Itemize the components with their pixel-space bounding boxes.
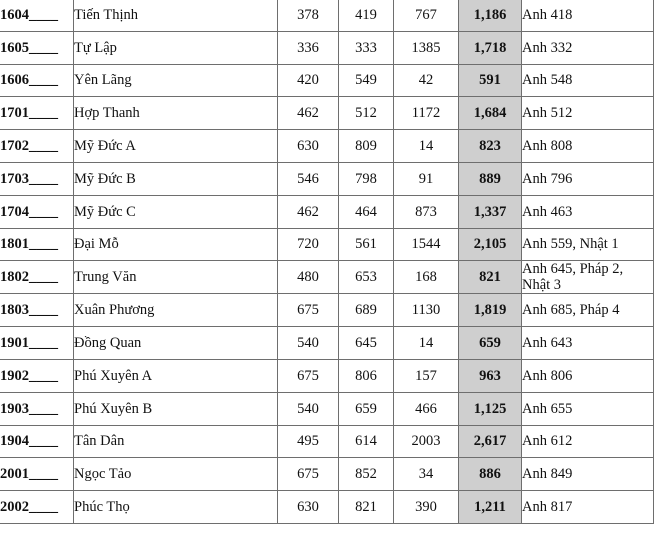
school-name-cell: Phú Xuyên B xyxy=(74,392,278,425)
language-note-cell: Anh 332 xyxy=(522,31,654,64)
table-row xyxy=(0,491,654,524)
value-b-cell: 689 xyxy=(339,294,394,327)
school-code-cell: 1904____ xyxy=(0,425,74,458)
table-row xyxy=(0,31,654,64)
school-code-cell: 1606____ xyxy=(0,64,74,97)
value-c-cell: 91 xyxy=(394,162,459,195)
school-name-cell: Xuân Phương xyxy=(74,294,278,327)
school-code-cell: 1802____ xyxy=(0,261,74,294)
table-row xyxy=(0,392,654,425)
school-name-cell: Hợp Thanh xyxy=(74,97,278,130)
value-b-cell: 645 xyxy=(339,327,394,360)
school-name-cell: Phúc Thọ xyxy=(74,491,278,524)
total-cell: 886 xyxy=(459,458,522,491)
value-b-cell: 464 xyxy=(339,195,394,228)
language-note-cell: Anh 512 xyxy=(522,97,654,130)
value-c-cell: 873 xyxy=(394,195,459,228)
school-code-cell: 1703____ xyxy=(0,162,74,195)
table-row xyxy=(0,458,654,491)
table-row xyxy=(0,261,654,294)
value-c-cell: 2003 xyxy=(394,425,459,458)
value-c-cell: 14 xyxy=(394,327,459,360)
total-cell: 1,186 xyxy=(459,0,522,31)
language-note-cell: Anh 796 xyxy=(522,162,654,195)
school-code-cell: 1604____ xyxy=(0,0,74,31)
table-row xyxy=(0,228,654,261)
value-b-cell: 806 xyxy=(339,359,394,392)
language-note-cell: Anh 559, Nhật 1 xyxy=(522,228,654,261)
school-name-cell: Tự Lập xyxy=(74,31,278,64)
value-c-cell: 157 xyxy=(394,359,459,392)
school-name-cell: Phú Xuyên A xyxy=(74,359,278,392)
school-code-cell: 1803____ xyxy=(0,294,74,327)
school-code-cell: 1902____ xyxy=(0,359,74,392)
value-a-cell: 675 xyxy=(278,458,339,491)
table-row xyxy=(0,425,654,458)
school-code-cell: 2001____ xyxy=(0,458,74,491)
school-code-cell: 1901____ xyxy=(0,327,74,360)
table-row xyxy=(0,64,654,97)
language-note-cell: Anh 849 xyxy=(522,458,654,491)
school-name-cell: Đại Mỗ xyxy=(74,228,278,261)
value-b-cell: 809 xyxy=(339,130,394,163)
total-cell: 1,684 xyxy=(459,97,522,130)
school-name-cell: Yên Lãng xyxy=(74,64,278,97)
value-b-cell: 659 xyxy=(339,392,394,425)
table-row xyxy=(0,162,654,195)
school-name-cell: Mỹ Đức C xyxy=(74,195,278,228)
value-b-cell: 852 xyxy=(339,458,394,491)
value-c-cell: 34 xyxy=(394,458,459,491)
total-cell: 821 xyxy=(459,261,522,294)
language-note-cell: Anh 612 xyxy=(522,425,654,458)
value-b-cell: 653 xyxy=(339,261,394,294)
language-note-cell: Anh 548 xyxy=(522,64,654,97)
value-a-cell: 336 xyxy=(278,31,339,64)
school-code-cell: 1605____ xyxy=(0,31,74,64)
value-c-cell: 1385 xyxy=(394,31,459,64)
school-name-cell: Ngọc Tảo xyxy=(74,458,278,491)
total-cell: 1,211 xyxy=(459,491,522,524)
table-row xyxy=(0,195,654,228)
value-a-cell: 495 xyxy=(278,425,339,458)
total-cell: 963 xyxy=(459,359,522,392)
value-b-cell: 614 xyxy=(339,425,394,458)
value-a-cell: 675 xyxy=(278,294,339,327)
table-row xyxy=(0,359,654,392)
school-code-cell: 1903____ xyxy=(0,392,74,425)
language-note-cell: Anh 817 xyxy=(522,491,654,524)
value-c-cell: 168 xyxy=(394,261,459,294)
school-code-cell: 1801____ xyxy=(0,228,74,261)
value-c-cell: 767 xyxy=(394,0,459,31)
total-cell: 1,819 xyxy=(459,294,522,327)
value-c-cell: 466 xyxy=(394,392,459,425)
value-c-cell: 42 xyxy=(394,64,459,97)
value-a-cell: 540 xyxy=(278,392,339,425)
value-b-cell: 333 xyxy=(339,31,394,64)
value-c-cell: 14 xyxy=(394,130,459,163)
value-a-cell: 720 xyxy=(278,228,339,261)
language-note-cell: Anh 806 xyxy=(522,359,654,392)
total-cell: 2,105 xyxy=(459,228,522,261)
school-code-cell: 2002____ xyxy=(0,491,74,524)
school-name-cell: Mỹ Đức B xyxy=(74,162,278,195)
value-c-cell: 1172 xyxy=(394,97,459,130)
value-a-cell: 675 xyxy=(278,359,339,392)
total-cell: 1,718 xyxy=(459,31,522,64)
value-a-cell: 630 xyxy=(278,491,339,524)
value-a-cell: 420 xyxy=(278,64,339,97)
total-cell: 659 xyxy=(459,327,522,360)
value-c-cell: 390 xyxy=(394,491,459,524)
language-note-cell: Anh 418 xyxy=(522,0,654,31)
school-code-cell: 1702____ xyxy=(0,130,74,163)
school-name-cell: Mỹ Đức A xyxy=(74,130,278,163)
value-a-cell: 540 xyxy=(278,327,339,360)
total-cell: 2,617 xyxy=(459,425,522,458)
school-name-cell: Đồng Quan xyxy=(74,327,278,360)
value-b-cell: 798 xyxy=(339,162,394,195)
language-note-cell: Anh 655 xyxy=(522,392,654,425)
value-b-cell: 419 xyxy=(339,0,394,31)
value-a-cell: 378 xyxy=(278,0,339,31)
total-cell: 889 xyxy=(459,162,522,195)
language-note-cell: Anh 463 xyxy=(522,195,654,228)
value-c-cell: 1544 xyxy=(394,228,459,261)
value-b-cell: 549 xyxy=(339,64,394,97)
value-a-cell: 462 xyxy=(278,195,339,228)
school-code-cell: 1701____ xyxy=(0,97,74,130)
school-code-cell: 1704____ xyxy=(0,195,74,228)
table-row xyxy=(0,294,654,327)
value-a-cell: 546 xyxy=(278,162,339,195)
school-name-cell: Trung Văn xyxy=(74,261,278,294)
value-b-cell: 512 xyxy=(339,97,394,130)
table-row xyxy=(0,327,654,360)
total-cell: 1,125 xyxy=(459,392,522,425)
table-row xyxy=(0,0,654,31)
value-b-cell: 821 xyxy=(339,491,394,524)
total-cell: 1,337 xyxy=(459,195,522,228)
value-a-cell: 480 xyxy=(278,261,339,294)
value-a-cell: 462 xyxy=(278,97,339,130)
table-row xyxy=(0,97,654,130)
value-a-cell: 630 xyxy=(278,130,339,163)
value-b-cell: 561 xyxy=(339,228,394,261)
language-note-cell: Anh 643 xyxy=(522,327,654,360)
language-note-cell: Anh 808 xyxy=(522,130,654,163)
school-name-cell: Tân Dân xyxy=(74,425,278,458)
school-name-cell: Tiến Thịnh xyxy=(74,0,278,31)
language-note-cell: Anh 645, Pháp 2, Nhật 3 xyxy=(522,261,654,294)
total-cell: 823 xyxy=(459,130,522,163)
total-cell: 591 xyxy=(459,64,522,97)
language-note-cell: Anh 685, Pháp 4 xyxy=(522,294,654,327)
table-row xyxy=(0,130,654,163)
value-c-cell: 1130 xyxy=(394,294,459,327)
